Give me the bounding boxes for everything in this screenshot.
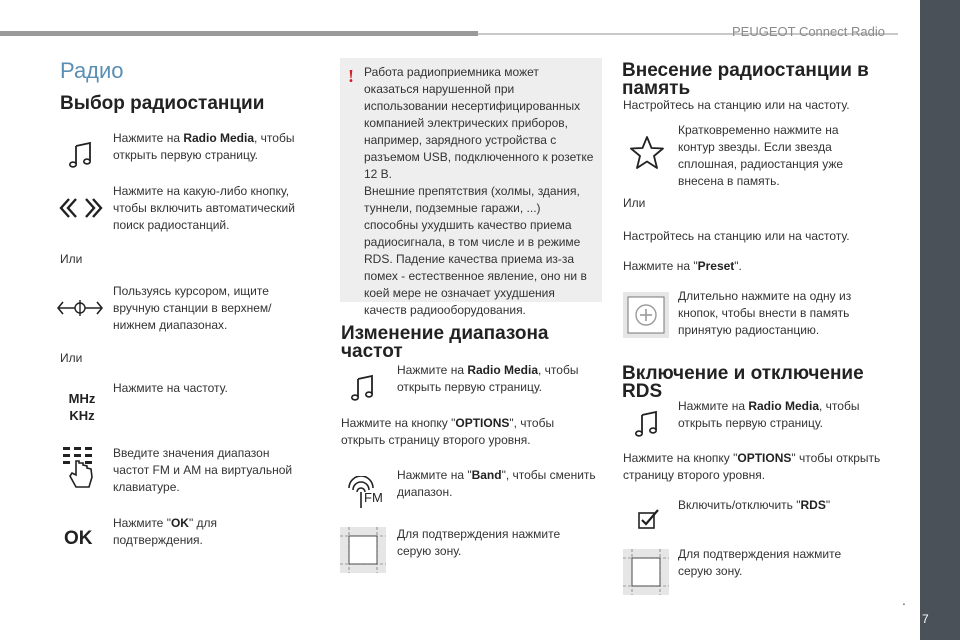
col3-step2: Нажмите на "Preset". — [623, 259, 742, 273]
seek-arrows-icon — [58, 197, 104, 219]
heading-save-station-line2: память — [622, 78, 691, 99]
heading-change-band — [341, 325, 549, 361]
col1-step6: Нажмите "OK" для подтверждения. — [113, 516, 218, 547]
heading-select-station: Выбор радиостанции — [60, 93, 265, 114]
col2-step2: Нажмите на кнопку "OPTIONS", чтобы открыть страницу второго уровня. — [341, 416, 555, 447]
col3-rds-step4: Для подтверждения нажмите серую зону. — [678, 547, 842, 578]
music-note-icon — [66, 140, 96, 170]
mhz-khz-icon — [64, 390, 100, 424]
music-note-icon — [348, 373, 378, 403]
header-title: PEUGEOT Connect Radio — [732, 24, 885, 39]
heading-change-band-line1: Изменение диапазона — [341, 323, 549, 344]
col2-step1: Нажмите на Radio Media, чтобы открыть первую страницу. — [397, 363, 579, 394]
heading-save-station — [622, 62, 869, 98]
ok-icon: OK — [64, 528, 93, 549]
fm-label: FM — [364, 490, 383, 505]
col1-or1: Или — [60, 252, 83, 266]
heading-change-band-line2: частот — [341, 341, 403, 362]
col3-rds-step1: Нажмите на Radio Media, чтобы открыть первую страницу. — [678, 399, 860, 430]
warning-text: Работа радиоприемника может оказаться нарушенной при использовании несертифицированных компанией электрических приборов, например, зарядного устройства с разъемом USB, подключенного к розетке 12 В. Внешние препятствия (холмы, здания, туннели, подземные гаражи, ...) способны ухудшить качество приема радиосигнала, в том числе и в режиме RDS. Падение качества приема из-за помех - естественное явление, оно ни в коей мере не означает ухудшения качеств радиооборудования. — [364, 65, 594, 317]
star-outline-icon — [628, 135, 666, 171]
khz-label: KHz — [69, 408, 95, 423]
heading-rds — [622, 365, 864, 401]
heading-rds-line1: Включение и отключение — [622, 363, 864, 384]
col1-step2: Нажмите на какую-либо кнопку, чтобы включить автоматический поиск радиостанций. — [113, 184, 295, 232]
col3-intro2: Настройтесь на станцию или на частоту. — [623, 229, 850, 243]
col1-step3: Пользуясь курсором, ищите вручную станции в верхнем/ нижнем диапазонах. — [113, 284, 272, 332]
grey-zone-icon — [623, 549, 669, 595]
col3-intro: Настройтесь на станцию или на частоту. — [623, 98, 850, 112]
col3-or: Или — [623, 196, 646, 210]
mhz-label: MHz — [68, 391, 96, 406]
music-note-icon — [632, 409, 662, 439]
col1-step4: Нажмите на частоту. — [113, 381, 228, 395]
page-number: 7 — [922, 612, 929, 626]
col3-rds-step2: Нажмите на кнопку "OPTIONS" чтобы открыть страницу второго уровня. — [623, 451, 881, 482]
checkbox-checked-icon — [637, 508, 661, 530]
header-rule-dark — [0, 31, 478, 36]
heading-save-station-line1: Внесение радиостанции в — [622, 60, 869, 81]
col3-step3: Длительно нажмите на одну из кнопок, чтобы внести в память принятую радиостанцию. — [678, 289, 852, 337]
col2-step4: Для подтверждения нажмите серую зону. — [397, 527, 561, 558]
keypad-touch-icon — [61, 445, 99, 491]
manual-tuning-icon — [57, 298, 103, 318]
col3-step1: Кратковременно нажмите на контур звезды. Если звезда сплошная, радиостанция уже внесена в память. — [678, 123, 844, 188]
heading-rds-line2: RDS — [622, 381, 663, 402]
preset-plus-icon — [623, 292, 669, 338]
grey-zone-icon — [340, 527, 386, 573]
col1-step5: Введите значения диапазон частот FM и AM на виртуальной клавиатуре. — [113, 446, 293, 494]
col2-step3: Нажмите на "Band", чтобы сменить диапазон. — [397, 468, 596, 499]
section-title: Радио — [60, 58, 124, 83]
col1-or2: Или — [60, 351, 83, 365]
side-mark: . — [902, 592, 906, 608]
col1-step1: Нажмите на Radio Media, чтобы открыть первую страницу. — [113, 131, 295, 162]
col3-rds-step3: Включить/отключить "RDS" — [678, 498, 831, 512]
sidebar — [920, 0, 960, 640]
warning-mark: ! — [348, 66, 354, 86]
warning-box — [340, 58, 602, 317]
